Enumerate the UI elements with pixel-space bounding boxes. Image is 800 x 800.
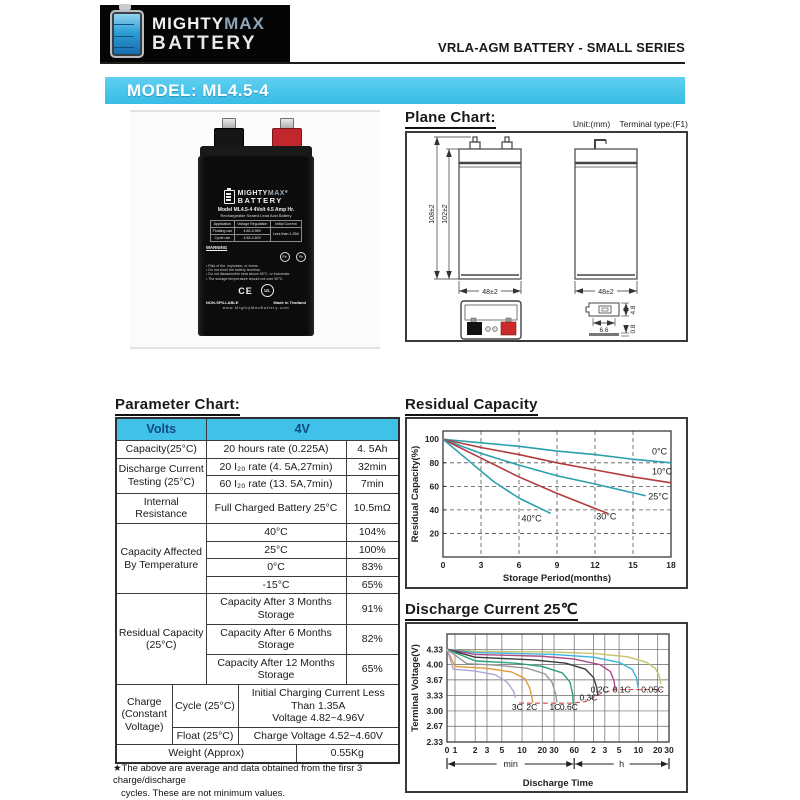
col-header-value: 4V (206, 418, 399, 441)
svg-text:Terminal Voltage(V): Terminal Voltage(V) (410, 644, 421, 732)
svg-text:4.33: 4.33 (426, 644, 443, 655)
cycle-charge-line1: Initial Charging Current Less Than 1.35A (251, 686, 385, 712)
svg-text:30: 30 (664, 745, 674, 755)
label-website: www.MightyMaxBattery.com (222, 306, 290, 311)
svg-text:12: 12 (590, 560, 600, 570)
side-view-front (459, 137, 521, 279)
parameter-table (115, 417, 400, 764)
registered-mark: ® (284, 189, 289, 194)
label-cell: 4.82-4.96V (234, 227, 270, 234)
row-value: 32min (346, 458, 399, 476)
svg-text:h: h (619, 759, 625, 769)
row-desc (238, 684, 399, 727)
product-image-panel (130, 110, 380, 349)
svg-text:3: 3 (484, 745, 490, 755)
svg-text:2: 2 (472, 745, 478, 755)
label-cell: Voltage Regulation (234, 220, 270, 227)
row-desc: 60 I₂₀ rate (13. 5A,7min) (206, 476, 346, 494)
svg-text:30: 30 (549, 745, 559, 755)
label-brand-mighty: MIGHTY (237, 190, 268, 197)
parameter-chart-title: Parameter Chart: (115, 396, 240, 416)
row-value: 7min (346, 476, 399, 494)
battery-logo-icon (110, 10, 144, 58)
footnote-line2: cycles. These are not minimum values. (121, 787, 286, 799)
label-brand-max: MAX (267, 190, 285, 197)
svg-text:60: 60 (569, 745, 579, 755)
row-value: 100% (346, 541, 399, 559)
svg-text:3.00: 3.00 (426, 705, 443, 716)
svg-text:10: 10 (517, 745, 527, 755)
svg-text:2: 2 (591, 745, 596, 755)
svg-text:40°C: 40°C (521, 513, 542, 524)
svg-text:1: 1 (452, 745, 458, 755)
dim-tab-height: 4.8 (630, 305, 637, 315)
table-row (116, 493, 399, 523)
svg-text:4.00: 4.00 (426, 659, 443, 670)
label-type-line: Rechargeable Sealed Lead Acid Battery (220, 212, 292, 218)
row-sublabel: Float (25°C) (172, 727, 238, 745)
terminal-type-note: Terminal type:(F1) (619, 119, 688, 129)
col-header-volts: Volts (116, 418, 206, 441)
row-sublabel: Cycle (25°C) (172, 684, 238, 727)
row-desc: -15°C (206, 576, 346, 594)
svg-text:0.3C: 0.3C (579, 692, 598, 703)
svg-text:3: 3 (478, 560, 484, 570)
svg-text:40: 40 (429, 504, 439, 515)
label-battery-icon (224, 190, 235, 204)
svg-text:2.33: 2.33 (426, 737, 443, 747)
residual-chart-title: Residual Capacity (405, 396, 538, 416)
label-warning-title: WARNING (206, 244, 228, 250)
svg-text:6: 6 (516, 560, 522, 570)
plane-chart-drawing (405, 131, 688, 342)
row-value: 104% (346, 523, 399, 541)
label-warning-list (206, 264, 306, 282)
dim-width-a: 48±2 (482, 289, 498, 296)
svg-text:0: 0 (440, 560, 446, 570)
svg-text:25°C: 25°C (648, 491, 669, 502)
svg-text:18: 18 (666, 560, 676, 570)
label-nonspillable: NON-SPILLABLE (206, 300, 239, 306)
svg-text:2.67: 2.67 (426, 721, 443, 732)
row-desc: Capacity After 12 Months Storage (206, 654, 346, 684)
brand-text-battery: BATTERY (152, 32, 258, 54)
label-model-line: Model ML4.5-4 4Volt 4.5 Amp Hr. (217, 206, 295, 213)
svg-text:3.33: 3.33 (426, 690, 443, 701)
discharge-chart-title: Discharge Current 25℃ (405, 600, 578, 621)
plane-chart-title: Plane Chart: (405, 109, 496, 129)
row-value: 82% (346, 624, 399, 654)
warning-item: • The storage temperature should not over 50°C. (206, 277, 306, 281)
row-label: Capacity(25°C) (116, 441, 206, 459)
svg-text:100: 100 (424, 434, 439, 445)
dim-tab-thickness: 0.8 (630, 324, 637, 334)
plane-chart-svg (407, 133, 686, 340)
row-label: Capacity Affected By Temperature (116, 523, 206, 593)
row-desc: 25°C (206, 541, 346, 559)
table-row (116, 523, 399, 541)
row-label: Discharge Current Testing (25°C) (116, 458, 206, 493)
side-view-side (575, 140, 637, 279)
row-value: 91% (346, 594, 399, 624)
discharge-current-chart (405, 622, 688, 793)
label-spec-table (210, 220, 302, 242)
svg-text:80: 80 (429, 457, 439, 468)
header-divider (100, 62, 685, 64)
dim-height-outer: 108±2 (429, 204, 436, 224)
svg-text:Storage Period(months): Storage Period(months) (502, 573, 612, 584)
svg-text:0.6C: 0.6C (559, 702, 578, 713)
row-value: 4. 5Ah (346, 441, 399, 459)
label-cell: Less than 1.35A (270, 227, 301, 241)
top-view (461, 301, 521, 339)
row-desc: 20 I₂₀ rate (4. 5A,27min) (206, 458, 346, 476)
discharge-chart-svg (407, 624, 686, 791)
row-desc: 0°C (206, 559, 346, 577)
table-row (116, 745, 399, 763)
recycle-pb-icon: Pb (296, 252, 306, 262)
svg-text:2C: 2C (526, 702, 538, 713)
model-number: MODEL: ML4.5-4 (127, 81, 270, 100)
label-cell: Application (211, 220, 235, 227)
row-label: Charge (Constant Voltage) (116, 684, 172, 744)
battery-front-label (206, 190, 306, 332)
svg-text:10°C: 10°C (652, 466, 673, 477)
row-label: Internal Resistance (116, 493, 206, 523)
svg-text:Residual Capacity(%): Residual Capacity(%) (410, 445, 421, 543)
table-row (116, 684, 399, 727)
warning-item: • Risk of fire, explosion, or burns. (206, 264, 306, 268)
svg-text:0.1C: 0.1C (612, 684, 631, 695)
svg-text:0.05C: 0.05C (641, 684, 664, 695)
warning-item: • Do not short the battery terminal. (206, 268, 306, 272)
brand-logo (100, 5, 290, 62)
residual-capacity-chart (405, 417, 688, 589)
table-row (116, 418, 399, 441)
brand-text-max: MAX (224, 13, 265, 33)
recycle-pb-icon: Pb (280, 252, 290, 262)
svg-text:0: 0 (444, 745, 450, 755)
svg-text:0.2C: 0.2C (590, 684, 609, 695)
row-label: Weight (Approx) (116, 745, 296, 763)
row-value: 83% (346, 559, 399, 577)
residual-chart-svg (407, 419, 686, 587)
table-row (116, 441, 399, 459)
svg-text:9: 9 (554, 560, 560, 570)
row-desc: Capacity After 3 Months Storage (206, 594, 346, 624)
row-desc: Charge Voltage 4.52~4.60V (238, 727, 399, 745)
svg-text:3.67: 3.67 (426, 674, 443, 685)
svg-text:20: 20 (429, 528, 439, 539)
footnote-line1: ★The above are average and data obtained from the firsr 3 charge/discharge (113, 763, 363, 787)
row-desc: 40°C (206, 523, 346, 541)
unit-note: Unit:(mm) (572, 119, 611, 129)
svg-text:15: 15 (628, 560, 638, 570)
svg-text:20: 20 (537, 745, 547, 755)
brand-wordmark (152, 15, 265, 53)
svg-text:min: min (503, 759, 518, 769)
svg-text:3C: 3C (511, 702, 523, 713)
footnote (113, 763, 413, 800)
svg-text:0°C: 0°C (652, 446, 668, 457)
brand-text-mighty: MIGHTY (152, 13, 225, 33)
svg-text:30°C: 30°C (596, 511, 617, 522)
row-value: 10.5mΩ (346, 493, 399, 523)
svg-text:20: 20 (652, 745, 663, 755)
svg-text:3: 3 (602, 745, 608, 755)
series-tagline: VRLA-AGM BATTERY - SMALL SERIES (438, 40, 685, 55)
ce-mark-icon: CE (238, 285, 253, 296)
svg-text:60: 60 (429, 481, 439, 492)
svg-text:5: 5 (616, 745, 622, 755)
label-cell: Floating use (211, 227, 235, 234)
dim-height-inner: 102±2 (442, 204, 449, 224)
label-cell: Initial Current (270, 220, 301, 227)
ul-mark-icon: UL (261, 284, 274, 297)
label-brand-battery: BATTERY (237, 196, 283, 205)
label-cell: Cycle use (211, 234, 235, 241)
svg-text:10: 10 (633, 745, 644, 755)
model-banner (105, 77, 685, 104)
row-desc: 20 hours rate (0.225A) (206, 441, 346, 459)
warning-item: • Do not disassemble heat above 45°C, or incinerate. (206, 272, 306, 276)
row-label: Residual Capacity (25°C) (116, 594, 206, 685)
label-cell: 4.52-4.60V (234, 234, 270, 241)
row-value: 0.55Kg (296, 745, 399, 763)
row-value: 65% (346, 576, 399, 594)
row-value: 65% (346, 654, 399, 684)
svg-text:5: 5 (499, 745, 505, 755)
dim-width-b: 48±2 (598, 289, 614, 296)
svg-text:1C: 1C (549, 702, 561, 713)
label-made-in: Made in Thailand (273, 300, 306, 306)
dim-tab-width: 6.6 (599, 327, 609, 334)
table-row (116, 458, 399, 476)
row-desc: Capacity After 6 Months Storage (206, 624, 346, 654)
cycle-charge-line2: Voltage 4.82~4.96V (272, 712, 365, 725)
svg-text:Discharge Time: Discharge Time (522, 778, 594, 789)
row-desc: Full Charged Battery 25°C (206, 493, 346, 523)
table-row (116, 594, 399, 624)
